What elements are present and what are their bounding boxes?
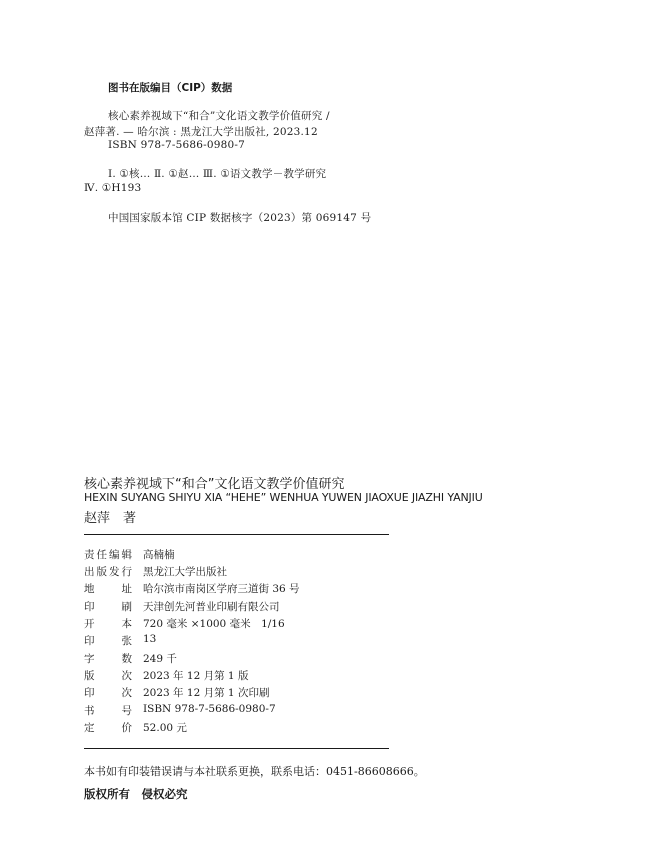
cip-classification-line: Ⅰ. ①核… Ⅱ. ①赵… Ⅲ. ①语文教学－教学研究 xyxy=(108,168,327,180)
info-label-char: 编 xyxy=(109,549,120,561)
info-label xyxy=(84,685,132,700)
info-label-char: 号 xyxy=(121,705,132,717)
info-label-char: 书 xyxy=(84,705,95,717)
info-label-char: 址 xyxy=(121,583,132,595)
info-label-char: 版 xyxy=(96,566,107,578)
info-label-char: 出 xyxy=(84,566,95,578)
book-author: 赵萍 著 xyxy=(84,511,137,526)
info-label-char: 价 xyxy=(121,722,132,734)
info-label-char: 定 xyxy=(84,722,95,734)
info-label-char: 印 xyxy=(84,635,95,647)
cip-isbn-line: ISBN 978-7-5686-0980-7 xyxy=(108,139,246,151)
info-label xyxy=(84,547,132,562)
cip-classification-code-line: Ⅳ. ①H193 xyxy=(84,182,142,194)
cip-title-line: 核心素养视域下“和合”文化语文教学价值研究 / xyxy=(108,110,330,122)
info-label-char: 地 xyxy=(84,583,95,595)
info-label-char: 字 xyxy=(84,653,95,665)
info-label-char: 刷 xyxy=(121,601,132,613)
info-value: ISBN 978-7-5686-0980-7 xyxy=(143,703,276,715)
info-label xyxy=(84,599,132,614)
copyright-notice: 版权所有 侵权必究 xyxy=(84,787,188,801)
info-label-char: 开 xyxy=(84,618,95,630)
info-label xyxy=(84,703,132,718)
info-label xyxy=(84,720,132,735)
info-label-char: 行 xyxy=(121,566,132,578)
info-label-char: 次 xyxy=(121,687,132,699)
info-value: 哈尔滨市南岗区学府三道街 36 号 xyxy=(143,583,300,595)
info-value: 天津创先河普业印刷有限公司 xyxy=(143,601,280,613)
book-title-pinyin: HEXIN SUYANG SHIYU XIA “HEHE” WENHUA YUWEN JIAOXUE JIAZHI YANJIU xyxy=(84,491,483,504)
info-label xyxy=(84,564,132,579)
info-value: 2023 年 12 月第 1 次印刷 xyxy=(143,687,270,699)
book-title-chinese: 核心素养视域下“和合”文化语文教学价值研究 xyxy=(84,477,345,492)
info-value: 720 毫米 ×1000 毫米 1/16 xyxy=(143,618,285,630)
info-label-char: 发 xyxy=(109,566,120,578)
info-label-char: 辑 xyxy=(121,549,132,561)
info-value: 2023 年 12 月第 1 版 xyxy=(143,670,249,682)
info-label xyxy=(84,581,132,596)
info-label xyxy=(84,668,132,683)
info-label-char: 本 xyxy=(121,618,132,630)
cip-author-publisher-line: 赵萍著. — 哈尔滨 : 黑龙江大学出版社, 2023.12 xyxy=(84,126,318,138)
info-label xyxy=(84,651,132,666)
info-label-char: 版 xyxy=(84,670,95,682)
cip-heading: 图书在版编目（CIP）数据 xyxy=(108,82,233,94)
replacement-contact-note: 本书如有印装错误请与本社联系更换，联系电话：0451-86608666。 xyxy=(84,765,425,778)
info-value: 13 xyxy=(143,633,157,645)
info-value: 52.00 元 xyxy=(143,722,187,734)
info-label xyxy=(84,633,132,648)
info-label-char: 数 xyxy=(121,653,132,665)
info-value: 249 千 xyxy=(143,653,177,665)
info-value: 黑龙江大学出版社 xyxy=(143,566,227,578)
info-label xyxy=(84,616,132,631)
info-label-char: 张 xyxy=(121,635,132,647)
info-label-char: 任 xyxy=(96,549,107,561)
info-label-char: 印 xyxy=(84,601,95,613)
info-label-char: 次 xyxy=(121,670,132,682)
info-label-char: 责 xyxy=(84,549,95,561)
cip-record-number-line: 中国国家版本馆 CIP 数据核字（2023）第 069147 号 xyxy=(108,212,372,224)
top-divider xyxy=(84,534,389,535)
bottom-divider xyxy=(84,748,389,749)
info-label-char: 印 xyxy=(84,687,95,699)
info-value: 高楠楠 xyxy=(143,549,175,561)
